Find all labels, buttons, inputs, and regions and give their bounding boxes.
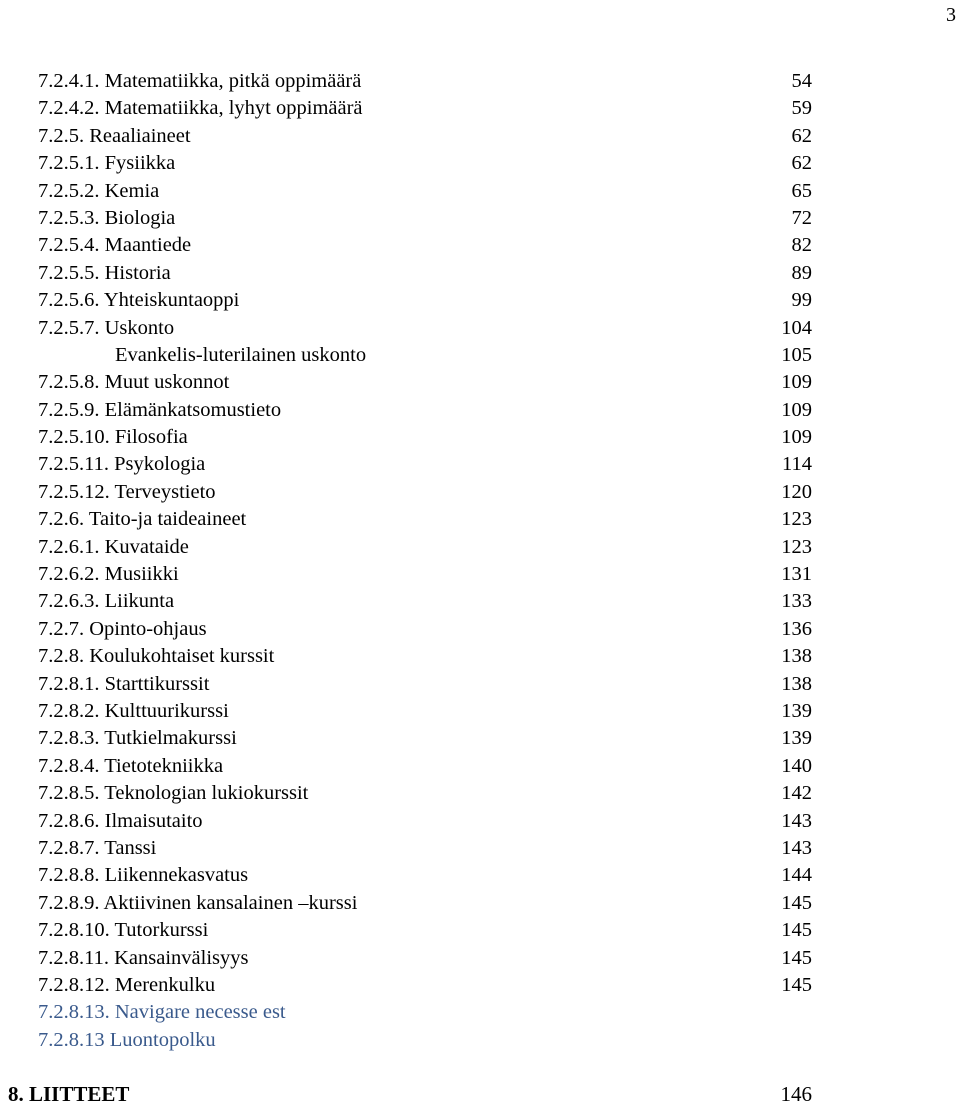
toc-entry-page: 109	[781, 426, 812, 449]
toc-entry-aktiivinen-kansalainen[interactable]	[38, 890, 838, 917]
toc-entry-tietotekniikka[interactable]	[38, 753, 838, 780]
toc-entry-page: 136	[781, 617, 812, 640]
toc-entry-page: 89	[791, 261, 812, 284]
toc-entry-page: 138	[781, 672, 812, 695]
toc-entry-label: 7.2.5. Reaaliaineet	[38, 124, 191, 147]
toc-entry-matematiikka-pitka[interactable]	[38, 68, 838, 95]
toc-entry-page: 109	[781, 371, 812, 394]
toc-entry-starttikurssit[interactable]	[38, 671, 838, 698]
toc-entry-label: 7.2.8.1. Starttikurssit	[38, 672, 210, 695]
toc-entry-page: 109	[781, 398, 812, 421]
toc-entry-merenkulku[interactable]	[38, 972, 838, 999]
toc-entry-luontopolku[interactable]	[38, 1027, 838, 1054]
toc-entry-label: 7.2.5.9. Elämänkatsomustieto	[38, 398, 282, 421]
toc-entry-label: 7.2.5.12. Terveystieto	[38, 480, 216, 503]
toc-entry-label: 7.2.5.3. Biologia	[38, 206, 176, 229]
toc-entry-label: 7.2.8.9. Aktiivinen kansalainen –kurssi	[38, 891, 358, 914]
section-label: 8. LIITTEET	[8, 1082, 130, 1106]
toc-entry-matematiikka-lyhyt[interactable]	[38, 95, 838, 122]
toc-entry-page: 105	[781, 343, 812, 366]
toc-entry-navigare-necesse-est[interactable]	[38, 999, 838, 1026]
toc-entry-page: 123	[781, 535, 812, 558]
toc-entry-label: 7.2.6. Taito-ja taideaineet	[38, 508, 247, 531]
toc-entry-page: 104	[781, 316, 812, 339]
toc-entry-ilmaisutaito[interactable]	[38, 808, 838, 835]
toc-entry-label: 7.2.5.6. Yhteiskuntaoppi	[38, 289, 240, 312]
toc-entry-tanssi[interactable]	[38, 835, 838, 862]
toc-entry-psykologia[interactable]	[38, 451, 838, 478]
toc-entry-label: 7.2.5.7. Uskonto	[38, 316, 175, 339]
toc-entry-filosofia[interactable]	[38, 424, 838, 451]
toc-entry-page: 62	[791, 124, 812, 147]
toc-entry-page: 139	[781, 699, 812, 722]
toc-entry-label: 7.2.8.7. Tanssi	[38, 836, 157, 859]
toc-entry-page: 145	[781, 973, 812, 996]
toc-entry-biologia[interactable]	[38, 205, 838, 232]
toc-entry-kemia[interactable]	[38, 178, 838, 205]
toc-entry-historia[interactable]	[38, 260, 838, 287]
toc-entry-page: 138	[781, 645, 812, 668]
toc-entry-label: 7.2.8.6. Ilmaisutaito	[38, 809, 203, 832]
toc-entry-liikunta[interactable]	[38, 588, 838, 615]
toc-entry-label: 7.2.5.4. Maantiede	[38, 234, 192, 257]
toc-entry-page: 54	[791, 70, 812, 92]
toc-entry-label: 7.2.6.2. Musiikki	[38, 563, 179, 586]
toc-entry-label: 7.2.8.4. Tietotekniikka	[38, 754, 224, 777]
toc-entry-page: 140	[781, 754, 812, 777]
section-page: 146	[780, 1082, 812, 1106]
toc-entry-label: 7.2.8.5. Teknologian lukiokurssit	[38, 782, 309, 805]
toc-entry-label: 7.2.8.2. Kulttuurikurssi	[38, 699, 229, 722]
toc-entry-page: 143	[781, 836, 812, 859]
toc-entry-kansainvalisyys[interactable]	[38, 945, 838, 972]
toc-entry-evankelis-luterilainen[interactable]	[38, 342, 838, 369]
toc-entry-page: 133	[781, 590, 812, 613]
toc-entry-reaaliaineet[interactable]	[38, 123, 838, 150]
toc-entry-yhteiskuntaoppi[interactable]	[38, 287, 838, 314]
page-number: 3	[946, 4, 956, 26]
toc-entry-koulukohtaiset-kurssit[interactable]	[38, 643, 838, 670]
toc-entry-opinto-ohjaus[interactable]	[38, 616, 838, 643]
toc-entry-tutorkurssi[interactable]	[38, 917, 838, 944]
toc-entry-label: 7.2.8.8. Liikennekasvatus	[38, 864, 249, 887]
toc-entry-label: 7.2.5.10. Filosofia	[38, 426, 188, 449]
toc-entry-label: 7.2.8.12. Merenkulku	[38, 973, 216, 996]
toc-entry-page: 65	[791, 179, 812, 202]
toc-entry-page: 120	[781, 480, 812, 503]
toc-entry-muut-uskonnot[interactable]	[38, 369, 838, 396]
toc-entry-label: 7.2.4.1. Matematiikka, pitkä oppimäärä	[38, 70, 362, 92]
toc-entry-label: 7.2.6.3. Liikunta	[38, 590, 175, 613]
toc-entry-label: 7.2.7. Opinto-ohjaus	[38, 617, 207, 640]
toc-entry-page: 72	[791, 206, 812, 229]
toc-entry-page: 123	[781, 508, 812, 531]
toc-entry-label: 7.2.5.11. Psykologia	[38, 453, 206, 476]
toc-entry-taito-ja-taideaineet[interactable]	[38, 506, 838, 533]
toc-entry-label: 7.2.8.3. Tutkielmakurssi	[38, 727, 237, 750]
toc-entry-teknologian-lukiokurssit[interactable]	[38, 780, 838, 807]
toc-entry-maantiede[interactable]	[38, 232, 838, 259]
toc-entry-uskonto[interactable]	[38, 315, 838, 342]
toc-entry-label: 7.2.8.13. Navigare necesse est	[38, 1001, 286, 1024]
toc-entry-page: 139	[781, 727, 812, 750]
toc-entry-label: 7.2.5.5. Historia	[38, 261, 171, 284]
toc-entry-tutkielmakurssi[interactable]	[38, 725, 838, 752]
toc-entry-label: 7.2.5.2. Kemia	[38, 179, 160, 202]
toc-entry-label: 7.2.8.10. Tutorkurssi	[38, 919, 209, 942]
toc-entry-label: 7.2.8.13 Luontopolku	[38, 1028, 216, 1051]
toc-entry-label: 7.2.5.1. Fysiikka	[38, 152, 176, 175]
toc-entry-page: 59	[791, 97, 812, 120]
toc-section-liitteet[interactable]	[8, 1080, 838, 1108]
toc-entry-fysiikka[interactable]	[38, 150, 838, 177]
toc-entry-musiikki[interactable]	[38, 561, 838, 588]
toc-entry-label: 7.2.6.1. Kuvataide	[38, 535, 189, 558]
toc-entry-label: 7.2.5.8. Muut uskonnot	[38, 371, 230, 394]
toc-entry-page: 131	[781, 563, 812, 586]
toc-entry-page: 143	[781, 809, 812, 832]
toc-entry-page: 62	[791, 152, 812, 175]
table-of-contents	[38, 68, 838, 1054]
toc-entry-label: 7.2.8. Koulukohtaiset kurssit	[38, 645, 275, 668]
toc-entry-page: 82	[791, 234, 812, 257]
toc-entry-page: 145	[781, 919, 812, 942]
toc-entry-label: Evankelis-luterilainen uskonto	[115, 343, 367, 366]
toc-entry-elamankatsomustieto[interactable]	[38, 397, 838, 424]
toc-entry-page: 145	[781, 946, 812, 969]
toc-entry-page: 99	[791, 289, 812, 312]
toc-entry-label: 7.2.4.2. Matematiikka, lyhyt oppimäärä	[38, 97, 363, 120]
toc-entry-liikennekasvatus[interactable]	[38, 862, 838, 889]
toc-entry-label: 7.2.8.11. Kansainvälisyys	[38, 946, 249, 969]
toc-entry-kulttuurikurssi[interactable]	[38, 698, 838, 725]
toc-entry-page: 145	[781, 891, 812, 914]
toc-entry-page: 114	[782, 453, 812, 476]
toc-entry-page: 142	[781, 782, 812, 805]
toc-entry-terveystieto[interactable]	[38, 479, 838, 506]
toc-entry-page: 144	[781, 864, 812, 887]
toc-entry-kuvataide[interactable]	[38, 534, 838, 561]
